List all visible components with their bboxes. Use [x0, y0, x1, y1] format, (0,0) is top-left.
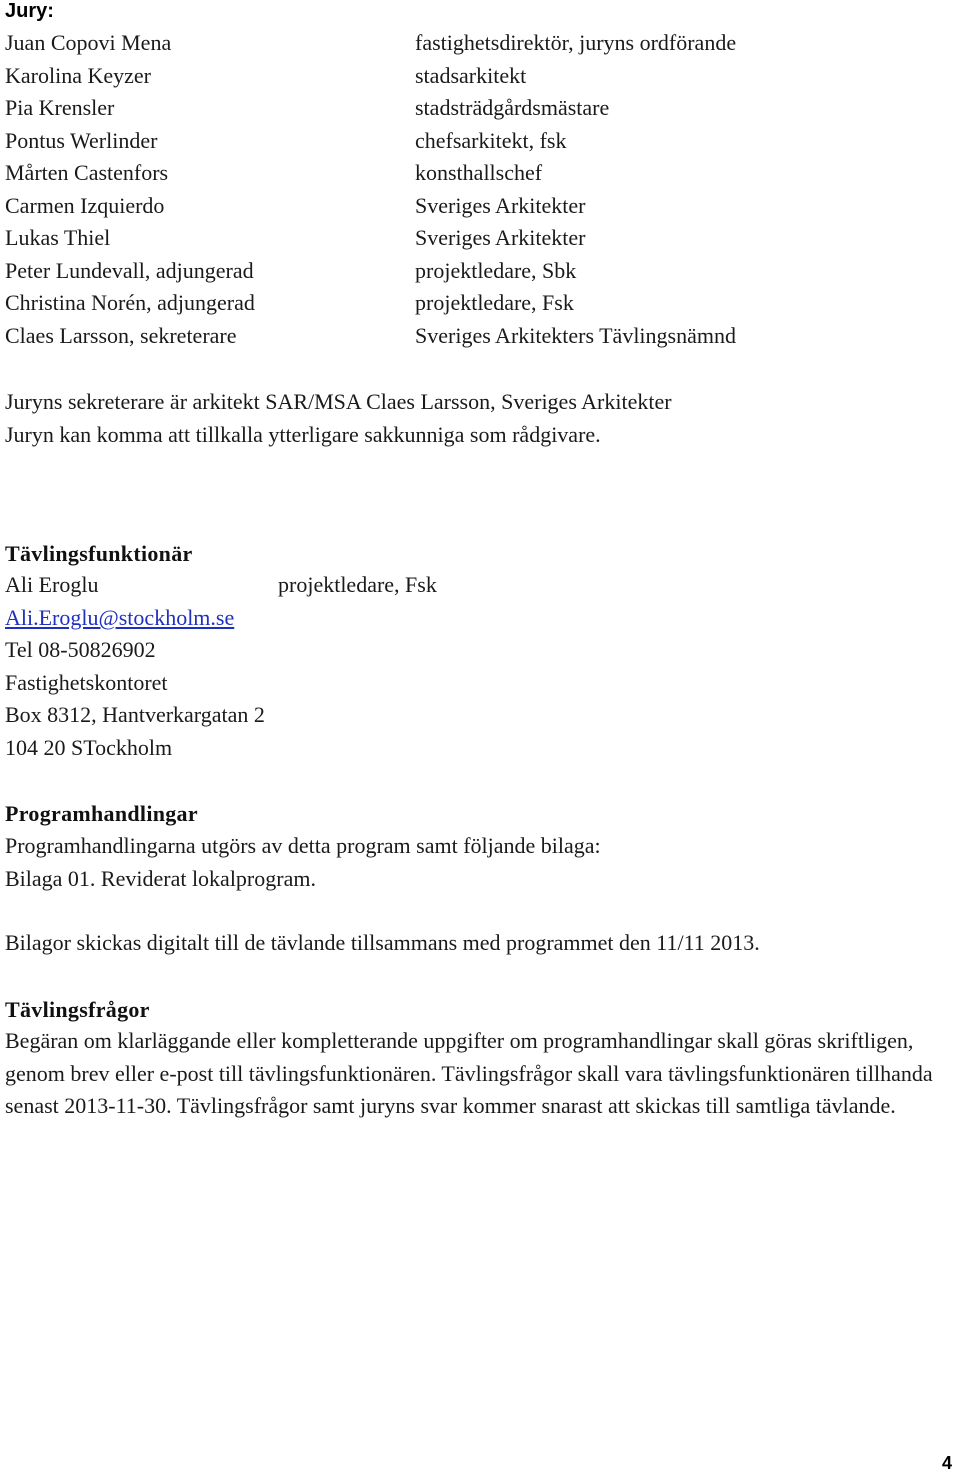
programhandlingar-line2: Bilaga 01. Reviderat lokalprogram.: [5, 866, 316, 891]
jury-member-role: projektledare, Fsk: [415, 290, 574, 315]
jury-member-role: chefsarkitekt, fsk: [415, 127, 567, 153]
jury-member-role: stadsträdgårdsmästare: [415, 95, 610, 120]
jury-names-column: [5, 27, 255, 352]
funktionar-email-link[interactable]: Ali.Eroglu@stockholm.se: [5, 605, 235, 630]
jury-member-name: Lukas Thiel: [5, 225, 111, 250]
funktionar-phone: Tel 08-50826902: [5, 637, 156, 662]
jury-member-role: konsthallschef: [415, 160, 543, 185]
jury-member-name: Pia Krensler: [5, 95, 115, 120]
jury-member-name: Pontus Werlinder: [5, 127, 158, 153]
funktionar-heading: Tävlingsfunktionär: [5, 541, 193, 566]
jury-member-role: stadsarkitekt: [415, 62, 527, 88]
programhandlingar-heading: Programhandlingar: [5, 801, 198, 826]
jury-member-name: Mårten Castenfors: [5, 160, 169, 185]
tavlingsfragor-heading: Tävlingsfrågor: [5, 997, 150, 1022]
tavlingsfragor-paragraph: Begäran om klarläggande eller kompletterande uppgifter om programhandlingar skall göras skriftligen, genom brev eller e-post till tävlingsfunktionären. Tävlingsfrågor skall vara tävlingsfunktionären tillhanda senast 2013-11-30. Tävlingsfrågor samt juryns svar kommer snarast att skickas till samtliga tävlande.: [5, 1028, 933, 1118]
funktionar-org: Fastighetskontoret: [5, 670, 168, 695]
funktionar-address-line2: 104 20 STockholm: [5, 735, 173, 760]
programhandlingar-line1: Programhandlingarna utgörs av detta program samt följande bilaga:: [5, 833, 601, 858]
jury-advisors-note: Juryn kan komma att tillkalla ytterligare sakkunniga som rådgivare.: [5, 422, 601, 447]
jury-member-name: Claes Larsson, sekreterare: [5, 322, 237, 348]
funktionar-role: projektledare, Fsk: [278, 572, 437, 597]
funktionar-name: Ali Eroglu: [5, 572, 99, 597]
programhandlingar-line3: Bilagor skickas digitalt till de tävlande tillsammans med programmet den 11/11 2013.: [5, 930, 760, 955]
jury-secretary-note: Juryns sekreterare är arkitekt SAR/MSA Claes Larsson, Sveriges Arkitekter: [5, 389, 672, 414]
jury-member-role: fastighetsdirektör, juryns ordförande: [415, 30, 737, 55]
jury-member-name: Carmen Izquierdo: [5, 192, 165, 218]
funktionar-address-line1: Box 8312, Hantverkargatan 2: [5, 702, 265, 727]
jury-member-name: Karolina Keyzer: [5, 62, 151, 88]
page-number: 4: [942, 1453, 953, 1473]
jury-member-role: Sveriges Arkitekters Tävlingsnämnd: [415, 322, 736, 348]
jury-member-name: Christina Norén, adjungerad: [5, 290, 255, 315]
jury-member-role: Sveriges Arkitekter: [415, 192, 586, 218]
jury-member-role: Sveriges Arkitekter: [415, 225, 586, 250]
jury-roles-column: [415, 27, 736, 352]
jury-member-role: projektledare, Sbk: [415, 257, 577, 283]
jury-heading: Jury:: [5, 0, 54, 22]
jury-member-name: Juan Copovi Mena: [5, 30, 172, 55]
jury-member-name: Peter Lundevall, adjungerad: [5, 257, 254, 283]
